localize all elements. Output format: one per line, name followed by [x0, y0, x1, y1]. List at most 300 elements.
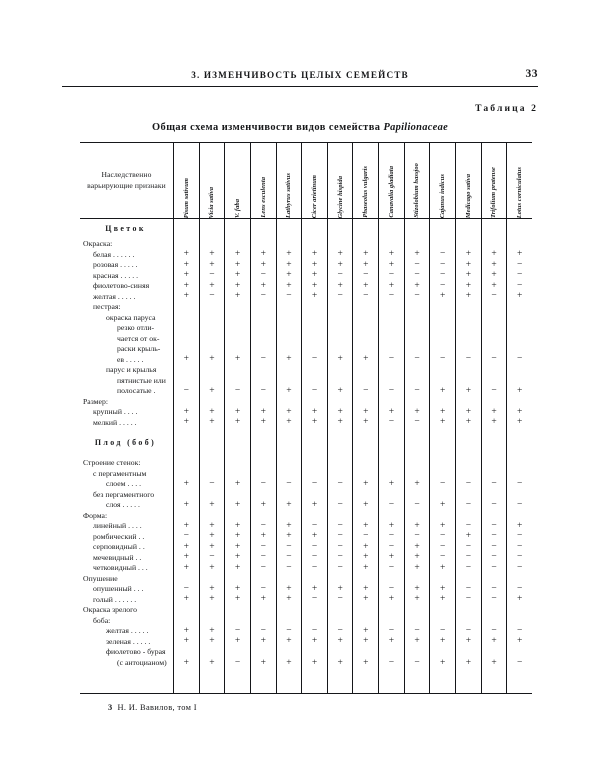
- species-header-label: Lotus corniculatus: [516, 166, 524, 218]
- data-cell: [353, 458, 378, 469]
- data-cell: +: [260, 280, 266, 291]
- data-cell: [405, 574, 430, 585]
- data-cell: [507, 313, 532, 324]
- data-cell: [277, 428, 302, 458]
- data-cell: +: [516, 291, 523, 301]
- data-cell: [507, 458, 532, 469]
- species-header-1: [174, 143, 199, 218]
- data-cell: −: [388, 583, 395, 594]
- data-cell: [482, 376, 507, 387]
- data-cell: +: [440, 520, 446, 531]
- data-cell: −: [516, 259, 523, 270]
- data-cell: [405, 302, 430, 313]
- row-label: фиолетово - бурая: [106, 647, 166, 657]
- data-cell: [251, 302, 276, 313]
- data-cell: [482, 365, 507, 376]
- data-cell: −: [516, 531, 523, 541]
- species-header-label: Trifolium pratense: [490, 166, 498, 218]
- table-row: [80, 458, 173, 469]
- data-cell: [456, 574, 481, 585]
- data-cell: [353, 397, 378, 408]
- data-cell: +: [260, 636, 266, 646]
- table-row: [80, 605, 173, 616]
- data-cell: −: [363, 270, 369, 280]
- row-label: пестрая:: [93, 302, 121, 312]
- data-column-4: [250, 219, 276, 693]
- row-label: без пергаментного: [93, 489, 155, 499]
- data-cell: +: [337, 406, 343, 417]
- data-cell: [251, 239, 276, 250]
- table-row: [80, 647, 173, 658]
- data-cell: +: [234, 280, 241, 291]
- data-cell: −: [465, 499, 472, 510]
- table-row: [80, 271, 173, 282]
- data-cell: +: [465, 270, 472, 280]
- data-cell: +: [209, 594, 215, 604]
- data-cell: −: [516, 541, 523, 552]
- data-cell: +: [440, 636, 446, 646]
- data-cell: [277, 458, 302, 469]
- data-cell: +: [337, 636, 343, 646]
- data-cell: −: [414, 417, 420, 427]
- data-cell: +: [234, 478, 241, 489]
- row-label: линейный . . . .: [93, 521, 142, 531]
- data-cell: +: [363, 249, 369, 259]
- data-cell: +: [209, 249, 215, 259]
- data-cell: +: [491, 417, 497, 427]
- data-cell: −: [414, 625, 420, 636]
- data-cell: [251, 376, 276, 387]
- data-cell: [225, 239, 250, 250]
- species-header-label: Pisum sativum: [182, 177, 190, 218]
- data-cell: [200, 397, 225, 408]
- data-cell: +: [516, 636, 523, 646]
- data-cell: −: [209, 552, 215, 562]
- table-title-prefix: Общая схема изменчивости видов семейства: [152, 122, 384, 133]
- data-cell: +: [209, 562, 215, 573]
- table-row: [80, 397, 173, 408]
- data-cell: +: [183, 291, 189, 301]
- data-cell: [379, 428, 404, 458]
- data-cell: +: [414, 406, 420, 417]
- data-cell: [225, 490, 250, 501]
- data-cell: [225, 397, 250, 408]
- data-cell: [302, 376, 327, 387]
- data-cell: [430, 313, 455, 324]
- data-column-14: [506, 219, 532, 693]
- data-cell: +: [286, 417, 292, 427]
- row-label: слоем . . . .: [106, 479, 142, 489]
- data-cell: [302, 344, 327, 355]
- data-cell: +: [260, 406, 266, 417]
- table-row: [80, 292, 173, 303]
- data-cell: [174, 397, 199, 408]
- data-cell: [200, 334, 225, 345]
- data-cell: −: [491, 594, 497, 604]
- data-cell: [507, 302, 532, 313]
- data-cell: −: [234, 657, 241, 668]
- data-cell: [302, 397, 327, 408]
- row-label: крупный . . . .: [93, 407, 138, 417]
- data-cell: [251, 219, 276, 239]
- data-cell: +: [209, 280, 215, 291]
- data-cell: +: [286, 636, 292, 646]
- data-cell: [200, 302, 225, 313]
- species-header-row: [174, 143, 532, 219]
- data-cell: +: [286, 594, 292, 604]
- data-cell: [174, 616, 199, 627]
- species-header-label: V. faba: [233, 198, 241, 218]
- data-cell: +: [311, 417, 318, 427]
- data-cell: [507, 469, 532, 480]
- row-label: резко отли-: [117, 323, 155, 333]
- data-cell: [277, 313, 302, 324]
- data-cell: −: [311, 541, 318, 552]
- data-cell: [302, 219, 327, 239]
- data-cell: −: [414, 499, 420, 510]
- data-cell: −: [311, 552, 318, 562]
- data-cell: +: [491, 270, 497, 280]
- row-label: желтая . . . . .: [93, 291, 136, 301]
- data-cell: +: [209, 354, 215, 364]
- data-cell: [379, 334, 404, 345]
- data-cell: −: [491, 625, 497, 636]
- data-cell: −: [414, 385, 420, 396]
- data-cell: [379, 469, 404, 480]
- data-cell: [174, 428, 199, 458]
- data-cell: [507, 616, 532, 627]
- data-cell: [507, 647, 532, 658]
- data-cell: [507, 511, 532, 522]
- species-header-label: Vicia sativa: [208, 186, 216, 218]
- data-cell: −: [440, 280, 446, 291]
- data-cell: +: [183, 541, 189, 552]
- data-cell: +: [209, 520, 215, 531]
- data-cell: [251, 365, 276, 376]
- data-cell: +: [209, 259, 215, 270]
- data-cell: −: [388, 657, 395, 668]
- table-row: [80, 584, 173, 595]
- data-cell: [200, 605, 225, 616]
- data-cell: [430, 344, 455, 355]
- data-cell: −: [337, 552, 343, 562]
- data-cell: [277, 574, 302, 585]
- data-cell: +: [363, 541, 369, 552]
- data-cell: +: [337, 657, 343, 668]
- data-cell: [200, 219, 225, 239]
- data-cell: −: [183, 385, 189, 396]
- data-cell: +: [363, 280, 369, 291]
- stub-header: [80, 143, 173, 219]
- data-cell: +: [234, 531, 241, 541]
- data-cell: [430, 365, 455, 376]
- table-row: [80, 637, 173, 648]
- data-cell: +: [388, 636, 395, 646]
- data-cell: −: [388, 291, 395, 301]
- header-rule: [62, 86, 538, 87]
- data-cell: [456, 605, 481, 616]
- data-cell: [456, 616, 481, 627]
- data-cell: −: [311, 354, 318, 364]
- data-cell: [277, 365, 302, 376]
- data-cell: [328, 469, 353, 480]
- data-cell: [430, 334, 455, 345]
- data-cell: [277, 469, 302, 480]
- data-cell: +: [183, 406, 189, 417]
- data-cell: [456, 458, 481, 469]
- table-row: [80, 365, 173, 376]
- data-cell: −: [491, 562, 497, 573]
- table-row: [80, 553, 173, 564]
- data-cell: [379, 313, 404, 324]
- data-cell: [379, 511, 404, 522]
- data-cell: [200, 490, 225, 501]
- data-cell: [507, 574, 532, 585]
- data-cell: [277, 334, 302, 345]
- data-cell: [430, 605, 455, 616]
- row-label: (с антоцианом): [117, 658, 167, 668]
- data-cell: [430, 219, 455, 239]
- table-title: [62, 122, 538, 133]
- data-cell: [277, 219, 302, 239]
- data-cell: −: [440, 249, 446, 259]
- table-row: [80, 281, 173, 292]
- species-header-label: Medicago sativa: [464, 173, 472, 218]
- data-cell: +: [388, 520, 395, 531]
- table-row: [80, 511, 173, 522]
- data-cell: +: [363, 499, 369, 510]
- data-cell: −: [337, 291, 343, 301]
- row-label: ев . . . . .: [117, 354, 144, 364]
- data-cell: −: [260, 270, 266, 280]
- data-cell: [174, 647, 199, 658]
- data-column-6: [301, 219, 327, 693]
- data-cell: +: [209, 417, 215, 427]
- data-cell: +: [209, 583, 215, 594]
- row-label-column: [80, 219, 174, 693]
- data-cell: +: [414, 280, 420, 291]
- data-cell: +: [286, 280, 292, 291]
- data-cell: −: [516, 280, 523, 291]
- table-row: [80, 418, 173, 429]
- data-cell: +: [183, 594, 189, 604]
- data-cell: [251, 313, 276, 324]
- data-cell: +: [311, 259, 318, 270]
- data-cell: [174, 334, 199, 345]
- data-cell: [174, 344, 199, 355]
- species-header-4: [250, 143, 276, 218]
- data-cell: +: [286, 520, 292, 531]
- data-cell: [456, 490, 481, 501]
- data-cell: [174, 469, 199, 480]
- data-cell: +: [286, 354, 292, 364]
- data-cell: [277, 616, 302, 627]
- data-cell: [456, 365, 481, 376]
- data-cell: [353, 323, 378, 334]
- data-cell: −: [337, 520, 343, 531]
- data-cell: [482, 647, 507, 658]
- data-cell: +: [183, 657, 189, 668]
- data-cell: [405, 344, 430, 355]
- species-header-label: Canavalia gladiata: [387, 166, 395, 218]
- data-cell: [251, 323, 276, 334]
- row-label: Опушение: [83, 573, 118, 583]
- data-cell: [328, 302, 353, 313]
- data-cell: [379, 616, 404, 627]
- table-row: [80, 563, 173, 574]
- data-cell: [251, 647, 276, 658]
- data-cell: +: [414, 520, 420, 531]
- data-cell: +: [183, 270, 189, 280]
- data-cell: +: [234, 636, 241, 646]
- data-cell: +: [260, 417, 266, 427]
- data-cell: +: [465, 249, 472, 259]
- data-column-12: [455, 219, 481, 693]
- data-cell: −: [414, 657, 420, 668]
- table-row: [80, 334, 173, 345]
- data-cell: [200, 574, 225, 585]
- data-cell: [174, 511, 199, 522]
- data-cell: [507, 490, 532, 501]
- data-cell: [225, 469, 250, 480]
- data-cell: −: [516, 657, 523, 668]
- data-cell: [430, 469, 455, 480]
- data-cell: [174, 376, 199, 387]
- data-cell: [200, 616, 225, 627]
- species-header-13: [481, 143, 507, 218]
- data-cell: −: [311, 562, 318, 573]
- data-cell: [405, 616, 430, 627]
- table-row: [80, 344, 173, 355]
- data-cell: +: [183, 636, 189, 646]
- data-column-9: [378, 219, 404, 693]
- row-label: парус и крылья: [106, 365, 157, 375]
- data-cell: −: [388, 385, 395, 396]
- data-cell: +: [414, 583, 420, 594]
- data-cell: +: [234, 583, 241, 594]
- data-cell: [328, 219, 353, 239]
- data-cell: +: [465, 417, 472, 427]
- data-column-13: [481, 219, 507, 693]
- table-row: [80, 542, 173, 553]
- data-cell: [379, 574, 404, 585]
- data-cell: +: [363, 259, 369, 270]
- data-cell: [507, 323, 532, 334]
- data-cell: +: [311, 280, 318, 291]
- data-cell: [328, 647, 353, 658]
- table-row: [80, 302, 173, 313]
- row-label: боба:: [93, 615, 111, 625]
- data-cell: −: [440, 354, 446, 364]
- data-cell: [507, 376, 532, 387]
- species-header-5: [276, 143, 302, 218]
- data-cell: −: [491, 583, 497, 594]
- data-cell: [405, 458, 430, 469]
- row-label: голый . . . . . .: [93, 594, 137, 604]
- data-cell: [225, 574, 250, 585]
- data-cell: [174, 458, 199, 469]
- data-cell: [328, 376, 353, 387]
- stub-header-label: Наследственно варьирующие признаки: [87, 170, 166, 190]
- data-cell: [328, 344, 353, 355]
- data-cell: +: [311, 406, 318, 417]
- data-cell: [430, 239, 455, 250]
- data-cell: −: [260, 625, 266, 636]
- data-cell: [302, 616, 327, 627]
- data-cell: [174, 219, 199, 239]
- data-cell: [405, 219, 430, 239]
- data-cell: [251, 605, 276, 616]
- data-cell: −: [363, 385, 369, 396]
- data-cell: −: [491, 541, 497, 552]
- data-cell: [353, 219, 378, 239]
- data-cell: [251, 511, 276, 522]
- data-cell: [277, 344, 302, 355]
- data-cell: [379, 219, 404, 239]
- data-cell: [277, 647, 302, 658]
- data-cell: +: [516, 406, 523, 417]
- data-cell: [507, 397, 532, 408]
- data-cell: [353, 334, 378, 345]
- data-cell: +: [440, 562, 446, 573]
- data-cell: [328, 616, 353, 627]
- data-cell: [353, 490, 378, 501]
- data-cell: +: [311, 291, 318, 301]
- data-cell: [482, 490, 507, 501]
- row-label: окраска паруса: [106, 312, 156, 322]
- species-header-14: [506, 143, 532, 218]
- data-cell: −: [286, 552, 292, 562]
- data-cell: +: [465, 280, 472, 291]
- data-cell: +: [286, 249, 292, 259]
- data-cell: [405, 647, 430, 658]
- data-cell: +: [516, 417, 523, 427]
- data-cell: +: [388, 478, 395, 489]
- data-cell: +: [311, 531, 318, 541]
- data-cell: −: [311, 520, 318, 531]
- row-label: Строение стенок:: [83, 458, 141, 468]
- row-label: с пергаментным: [93, 468, 147, 478]
- data-cell: [379, 397, 404, 408]
- species-header-12: [455, 143, 481, 218]
- data-cell: +: [414, 636, 420, 646]
- data-cell: +: [183, 417, 189, 427]
- row-label: чается от ок-: [117, 333, 160, 343]
- data-cell: [328, 428, 353, 458]
- data-cell: +: [337, 385, 343, 396]
- data-cell: [379, 490, 404, 501]
- data-cell: +: [414, 562, 420, 573]
- signature-number: 3: [108, 703, 113, 712]
- data-cell: [379, 647, 404, 658]
- species-header-label: Lens esculenta: [259, 177, 267, 218]
- data-cell: [405, 469, 430, 480]
- data-cell: +: [491, 249, 497, 259]
- data-cell: [200, 365, 225, 376]
- data-cell: [482, 219, 507, 239]
- data-cell: +: [234, 406, 241, 417]
- data-cell: −: [516, 478, 523, 489]
- data-cell: +: [414, 594, 420, 604]
- data-cell: [225, 313, 250, 324]
- species-header-7: [327, 143, 353, 218]
- data-cell: −: [286, 291, 292, 301]
- data-column-8: [352, 219, 378, 693]
- data-cell: [379, 344, 404, 355]
- data-cell: −: [209, 291, 215, 301]
- data-cell: +: [363, 594, 369, 604]
- data-cell: −: [414, 259, 420, 270]
